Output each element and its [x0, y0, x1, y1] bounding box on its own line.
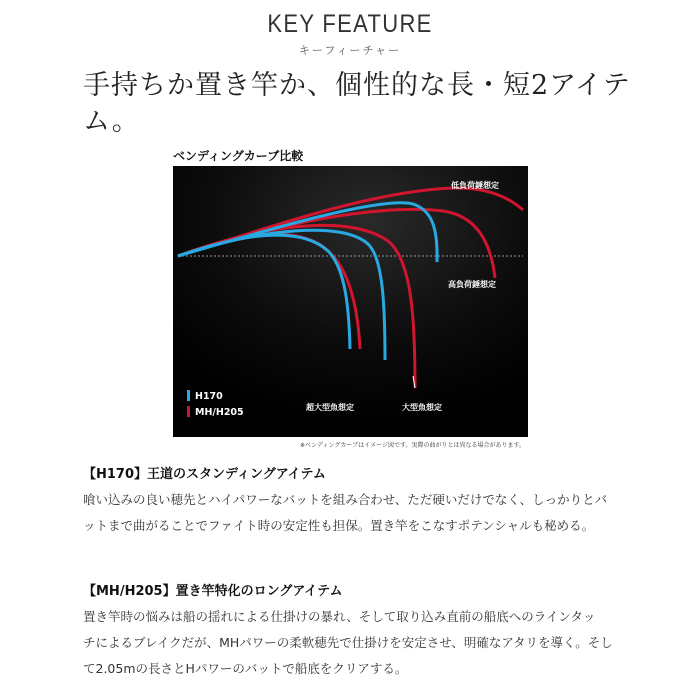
chart-heading: ベンディングカーブ比較: [173, 149, 304, 163]
chart-background: [173, 166, 528, 437]
section-h170-body: [83, 487, 643, 539]
section-mh-h205-line: チによるブレイクだが、MHパワーの柔軟穂先で仕掛けを安定させ、明確なアタリを導く。そし: [83, 635, 613, 650]
label-low-load: 低負荷錘想定: [451, 181, 499, 190]
section-mh-h205-heading: 【MH/H205】置き竿特化のロングアイテム: [83, 584, 343, 599]
legend-label-h170: H170: [195, 391, 223, 402]
section-subtitle: キーフィーチャー: [298, 44, 402, 57]
section-mh-h205-body: [83, 604, 643, 682]
label-high-load: 高負荷錘想定: [448, 280, 496, 289]
section-mh-h205-line: て2.05mの長さとHパワーのバットで船底をクリアする。: [83, 661, 408, 676]
section-h170-line: ットまで曲がることでファイト時の安定性も担保。置き竿をこなすポテンシャルも秘める。: [83, 518, 595, 533]
legend-swatch-mh-h205: [187, 406, 190, 417]
legend-swatch-h170: [187, 390, 190, 401]
bending-curve-chart: [173, 166, 528, 437]
section-title: KEY FEATURE: [267, 10, 433, 38]
section-h170-heading: 【H170】王道のスタンディングアイテム: [83, 467, 326, 482]
section-h170-line: 喰い込みの良い穂先とハイパワーなバットを組み合わせ、ただ硬いだけでなく、しっかりとバ: [83, 492, 608, 507]
headline: 手持ちか置き竿か、個性的な長・短2アイテム。: [83, 70, 631, 137]
label-large: 大型魚想定: [402, 403, 442, 412]
chart-note: ※ベンディングカーブはイメージ図です。実際の曲がりとは異なる場合があります。: [300, 442, 525, 449]
label-super-large: 超大型魚想定: [306, 403, 354, 412]
bending-curve-svg: [173, 166, 528, 437]
section-mh-h205-line: 置き竿時の悩みは船の揺れによる仕掛けの暴れ、そして取り込み直前の船底へのラインタッ: [83, 609, 596, 624]
legend-label-mh-h205: MH/H205: [195, 407, 244, 418]
